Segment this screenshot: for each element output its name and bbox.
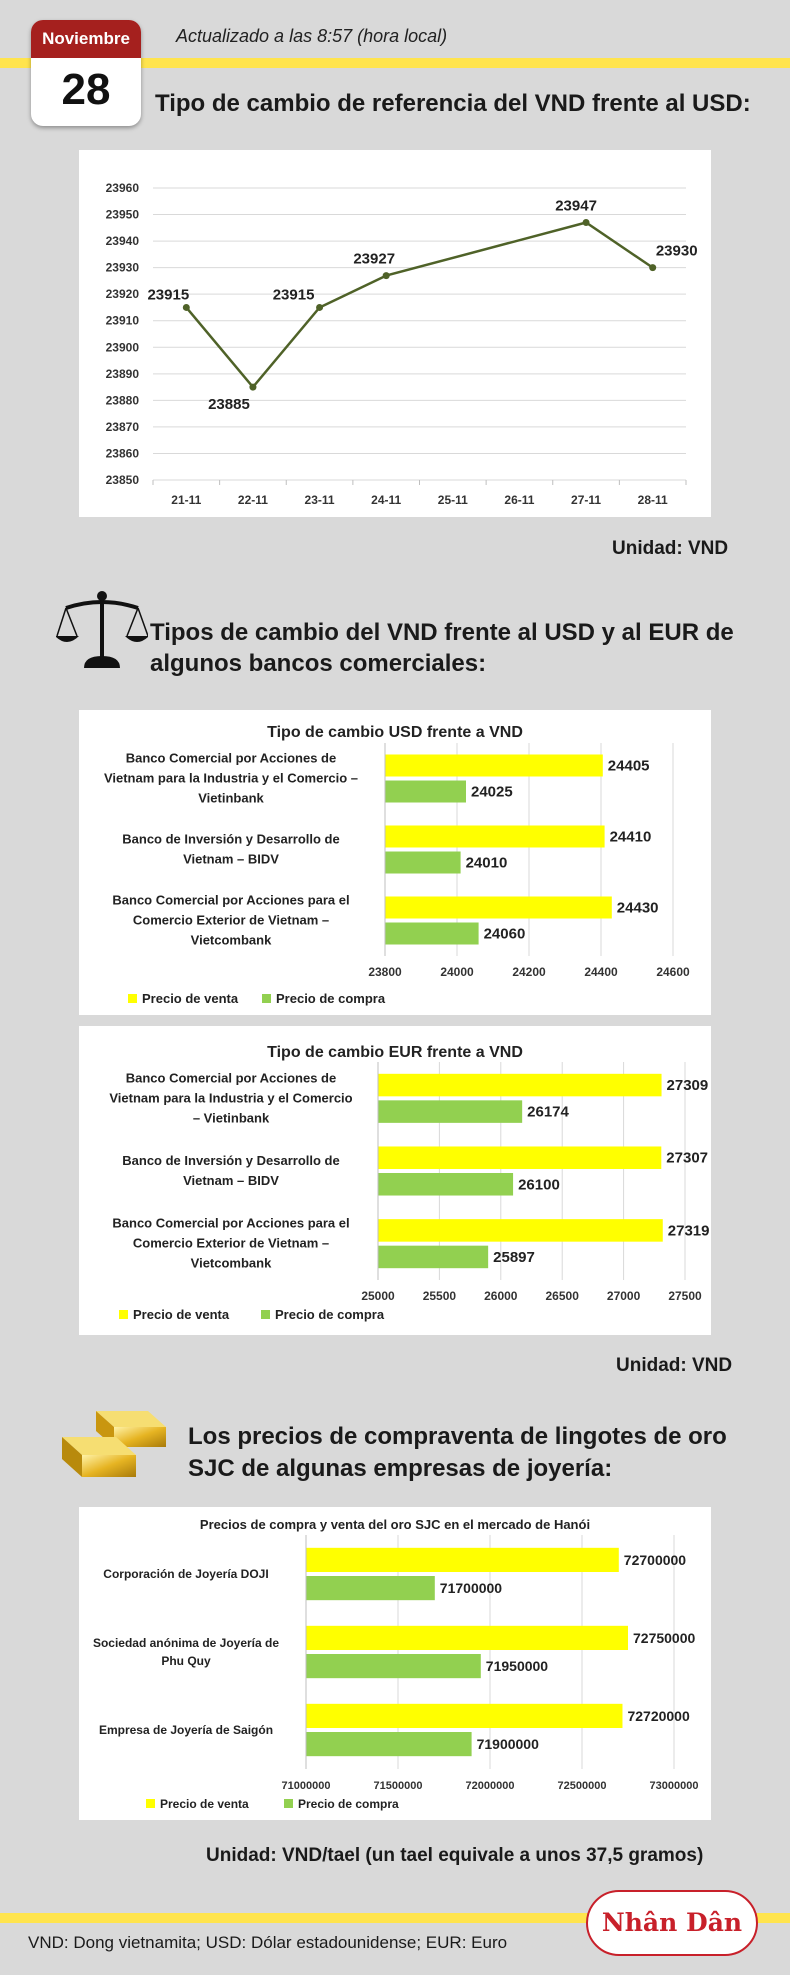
category-label: Banco Comercial por Acciones para el	[112, 892, 350, 908]
data-label: 24410	[609, 828, 652, 846]
legend-label: Precio de venta	[142, 991, 239, 1006]
x-tick-label: 72000000	[465, 1780, 515, 1792]
footer-abbreviations: VND: Dong vietnamita; USD: Dólar estadounidense; EUR: Euro	[28, 1933, 508, 1952]
line-chart	[79, 150, 711, 517]
x-tick-label: 24-11	[371, 493, 402, 507]
section3-title-line2: SJC de algunas empresas de joyería:	[188, 1455, 613, 1482]
category-label: Phu Quy	[161, 1654, 211, 1668]
data-label: 71950000	[485, 1658, 549, 1675]
data-label: 72720000	[627, 1707, 690, 1724]
category-label: Banco Comercial por Acciones para el	[112, 1215, 350, 1231]
legend-swatch	[146, 1799, 155, 1808]
section1-unit: Unidad: VND	[612, 538, 729, 559]
x-tick-label: 26000	[484, 1289, 518, 1303]
section1-title: Tipo de cambio de referencia del VND frente al USD:	[155, 90, 751, 117]
category-label: – Vietinbank	[192, 1110, 270, 1126]
data-label: 25897	[493, 1248, 535, 1266]
bar	[385, 781, 466, 803]
update-time: Actualizado a las 8:57 (hora local)	[176, 26, 448, 46]
legend-label: Precio de compra	[276, 991, 386, 1006]
data-label: 26174	[527, 1103, 569, 1121]
bar	[306, 1732, 472, 1756]
data-label: 72700000	[623, 1551, 687, 1568]
data-label: 24010	[465, 854, 508, 872]
category-label: Vietinbank	[198, 790, 264, 806]
bar	[378, 1173, 513, 1196]
data-label: 27307	[666, 1149, 709, 1167]
data-label: 24060	[483, 925, 526, 943]
line-chart-panel	[79, 150, 711, 517]
nhan-dan-logo: Nhân Dân	[586, 1890, 758, 1956]
legend-swatch	[128, 994, 137, 1003]
category-label: Banco Comercial por Acciones de	[125, 750, 337, 766]
legend-label: Precio de compra	[298, 1797, 399, 1811]
bar	[306, 1704, 622, 1728]
data-label: 23885	[208, 396, 250, 414]
category-label: Comercio Exterior de Vietnam –	[132, 1235, 330, 1251]
legend-swatch	[262, 994, 271, 1003]
data-label: 24430	[616, 899, 659, 917]
scales-icon	[56, 590, 148, 675]
eur-chart-panel	[79, 1026, 711, 1335]
category-label: Vietcombank	[190, 932, 272, 948]
x-tick-label: 27-11	[571, 493, 602, 507]
data-label: 23915	[147, 286, 190, 304]
x-tick-label: 23-11	[304, 493, 335, 507]
data-label: 72750000	[633, 1629, 696, 1646]
y-tick-label: 23950	[105, 207, 139, 222]
gold-chart-panel	[79, 1507, 711, 1820]
date-month: Noviembre	[31, 20, 141, 58]
bar	[306, 1576, 435, 1600]
x-tick-label: 71500000	[373, 1780, 423, 1792]
category-label: Vietnam para la Industria y el Comercio –	[103, 770, 359, 786]
x-tick-label: 73000000	[649, 1780, 699, 1792]
y-tick-label: 23870	[105, 419, 139, 434]
data-point	[316, 304, 323, 311]
data-label: 27309	[666, 1077, 709, 1095]
x-tick-label: 25000	[361, 1289, 395, 1303]
data-label: 24025	[471, 783, 513, 801]
x-tick-label: 72500000	[557, 1780, 607, 1792]
data-label: 71700000	[439, 1580, 503, 1597]
usd-bar-chart	[79, 710, 711, 1015]
x-tick-label: 25500	[422, 1289, 457, 1303]
date-day: 28	[61, 65, 111, 114]
bar	[378, 1074, 662, 1097]
date-badge	[31, 20, 141, 126]
category-label: Empresa de Joyería de Saigón	[98, 1723, 274, 1737]
chart-title: Precios de compra y venta del oro SJC en el mercado de Hanói	[199, 1517, 591, 1532]
data-point	[583, 219, 590, 226]
category-label: Vietnam – BIDV	[183, 851, 279, 867]
bar	[385, 825, 605, 847]
y-tick-label: 23880	[105, 393, 139, 408]
gold-bars-icon	[56, 1403, 180, 1486]
legend-label: Precio de venta	[160, 1797, 249, 1811]
category-label: Banco de Inversión y Desarrollo de	[122, 1153, 340, 1168]
bar	[306, 1548, 619, 1572]
x-tick-label: 24400	[584, 965, 618, 979]
section2-unit: Unidad: VND	[616, 1355, 733, 1376]
bar	[306, 1626, 628, 1650]
category-label: Sociedad anónima de Joyería de	[92, 1636, 280, 1650]
category-label: Comercio Exterior de Vietnam –	[132, 912, 330, 928]
section3-unit: Unidad: VND/tael (un tael equivale a unos 37,5 gramos)	[206, 1845, 704, 1866]
x-tick-label: 24600	[656, 965, 690, 979]
data-label: 27319	[667, 1222, 710, 1240]
x-tick-label: 27500	[668, 1289, 702, 1303]
y-tick-label: 23850	[105, 473, 139, 487]
data-label: 23947	[555, 197, 597, 215]
y-tick-label: 23910	[105, 313, 139, 328]
x-tick-label: 26500	[545, 1289, 579, 1303]
series-line	[186, 223, 652, 388]
x-tick-label: 23800	[368, 965, 402, 979]
section2-title-line1: Tipos de cambio del VND frente al USD y al EUR de	[150, 619, 734, 646]
category-label: Corporación de Joyería DOJI	[103, 1567, 269, 1581]
data-label: 23915	[272, 286, 315, 304]
bar	[378, 1100, 522, 1123]
legend-label: Precio de venta	[133, 1307, 230, 1322]
data-point	[649, 264, 656, 271]
data-point	[249, 384, 256, 391]
y-tick-label: 23920	[105, 287, 139, 302]
category-label: Banco Comercial por Acciones de	[125, 1070, 337, 1086]
chart-title: Tipo de cambio EUR frente a VND	[267, 1044, 523, 1061]
y-tick-label: 23900	[105, 340, 139, 355]
x-tick-label: 28-11	[637, 493, 668, 507]
usd-chart-panel	[79, 710, 711, 1015]
legend-swatch	[261, 1310, 270, 1319]
y-tick-label: 23940	[105, 234, 139, 249]
chart-title: Tipo de cambio USD frente a VND	[267, 724, 523, 741]
bar	[306, 1654, 481, 1678]
bar	[385, 852, 461, 874]
bar	[385, 754, 603, 776]
category-label: Vietnam para la Industria y el Comercio	[109, 1090, 353, 1106]
x-tick-label: 27000	[606, 1289, 641, 1303]
legend-swatch	[284, 1799, 293, 1808]
data-point	[383, 272, 390, 279]
data-label: 23930	[655, 242, 698, 260]
category-label: Vietcombank	[190, 1255, 272, 1271]
data-label: 24405	[607, 757, 650, 775]
x-tick-label: 24200	[512, 965, 546, 979]
bar	[378, 1219, 663, 1242]
y-tick-label: 23930	[105, 260, 139, 275]
legend-swatch	[119, 1310, 128, 1319]
eur-bar-chart	[79, 1026, 711, 1335]
section3-title-line1: Los precios de compraventa de lingotes de oro	[188, 1423, 727, 1450]
category-label: Banco de Inversión y Desarrollo de	[122, 831, 340, 847]
data-label: 71900000	[476, 1736, 539, 1753]
x-tick-label: 22-11	[237, 493, 268, 507]
x-tick-label: 21-11	[171, 493, 202, 507]
bar	[378, 1146, 661, 1169]
x-tick-label: 25-11	[437, 493, 468, 507]
bar	[385, 896, 612, 918]
x-tick-label: 24000	[440, 965, 474, 979]
y-tick-label: 23890	[105, 366, 139, 381]
data-label: 26100	[518, 1176, 560, 1194]
bar	[385, 923, 479, 945]
y-tick-label: 23860	[105, 446, 139, 461]
bar	[378, 1246, 488, 1269]
x-tick-label: 26-11	[504, 493, 535, 507]
data-label: 23927	[353, 250, 396, 268]
category-label: Vietnam – BIDV	[183, 1173, 279, 1188]
legend-label: Precio de compra	[275, 1307, 385, 1322]
y-tick-label: 23960	[105, 181, 139, 195]
data-point	[183, 304, 190, 311]
section2-title-line2: algunos bancos comerciales:	[150, 650, 487, 677]
gold-bar-chart	[79, 1507, 711, 1820]
x-tick-label: 71000000	[281, 1780, 331, 1792]
